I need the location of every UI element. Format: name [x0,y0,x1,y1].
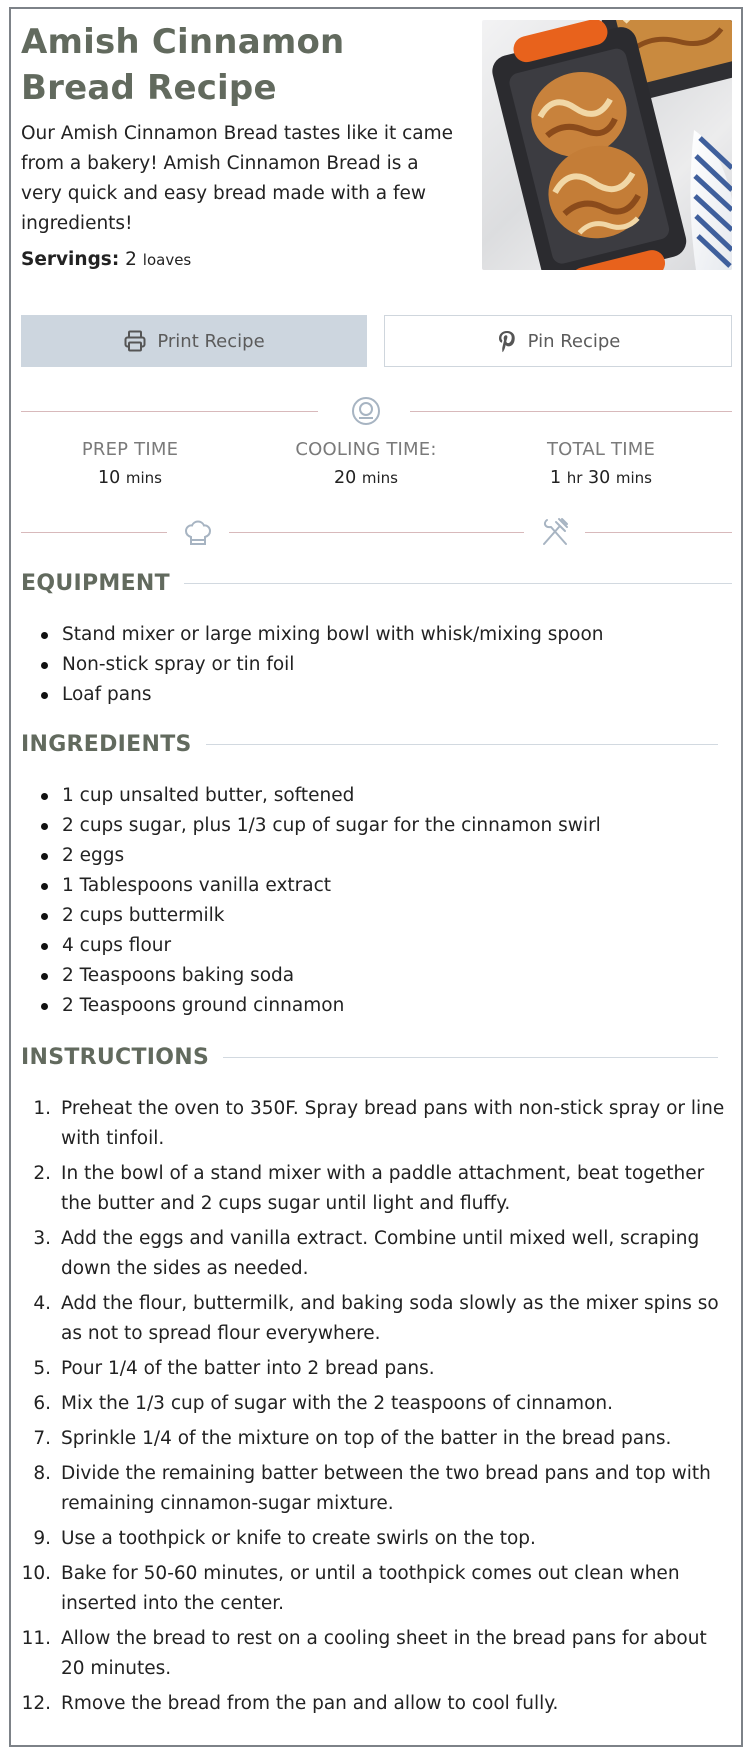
equipment-item: Non-stick spray or tin foil [52,650,732,680]
servings-label: Servings: [21,249,120,270]
equipment-list [52,620,732,710]
prep-time-label: PREP TIME [81,439,179,460]
prep-time [11,437,249,493]
instruction-step: 7. Sprinkle 1/4 of the mixture on top of the batter in the bread pans. [33,1428,672,1449]
instructions-heading: INSTRUCTIONS [21,1045,210,1070]
prep-time-minutes: 10 [98,468,121,488]
instruction-text: Rmove the bread from the pan and allow to cool fully. [61,1693,559,1714]
instruction-step: 11. Allow the bread to rest on a cooling sheet in the bread pans for about 20 minutes. [21,1628,707,1679]
cooling-time-unit: mins [361,469,398,487]
equipment-header [21,571,732,596]
timer-icon [350,395,382,427]
recipe-photo [482,20,732,270]
times-divider-bottom-mid [229,532,524,533]
prep-time-unit: mins [125,469,162,487]
cooling-time [249,437,483,493]
instruction-step: 4. Add the flour, buttermilk, and baking soda slowly as the mixer spins so as not to spread flour everywhere. [33,1293,719,1344]
instructions-rule [223,1057,718,1058]
recipe-times [11,437,741,493]
servings-value[interactable]: 2 [125,249,137,270]
total-time-value [483,463,719,493]
instruction-text: Add the eggs and vanilla extract. Combine until mixed well, scraping down the sides as needed. [61,1228,700,1279]
total-time-minutes: 30 [588,468,611,488]
chef-hat-icon [182,516,214,548]
instruction-step: 2. In the bowl of a stand mixer with a paddle attachment, beat together the butter and 2 cups sugar until light and fluffy. [33,1163,705,1214]
instruction-step: 12. Rmove the bread from the pan and allow to cool fully. [21,1693,559,1714]
cooling-time-value [249,463,483,493]
times-divider-top-right [410,411,732,412]
print-recipe-label: Print Recipe [157,330,265,352]
ingredient-item[interactable]: 2 Teaspoons baking soda [52,961,732,991]
cooling-time-label: COOLING TIME: [295,439,437,460]
instruction-step: 5. Pour 1/4 of the batter into 2 bread pans. [33,1358,435,1379]
recipe-card [9,7,743,1747]
times-divider-top-left [21,411,318,412]
instruction-text: Add the flour, buttermilk, and baking soda slowly as the mixer spins so as not to spread flour everywhere. [61,1293,719,1344]
instruction-text: Preheat the oven to 350F. Spray bread pans with non-stick spray or line with tinfoil. [61,1098,725,1149]
instruction-step: 3. Add the eggs and vanilla extract. Combine until mixed well, scraping down the sides as needed. [33,1228,700,1279]
pin-recipe-label: Pin Recipe [527,330,621,352]
loaf-pan-illustration [482,20,732,270]
instructions-list [21,1094,736,1724]
instruction-text: Sprinkle 1/4 of the mixture on top of the batter in the bread pans. [61,1428,672,1449]
total-time-minutes-unit: mins [615,469,652,487]
ingredients-heading: INGREDIENTS [21,732,192,757]
servings-unit: loaves [142,251,192,269]
equipment-heading: EQUIPMENT [21,571,170,596]
times-divider-bottom-right [585,532,732,533]
printer-icon [123,329,147,353]
instruction-text: Divide the remaining batter between the two bread pans and top with remaining cinnamon-sugar mixture. [61,1463,711,1514]
equipment-item: Loaf pans [52,680,732,710]
instruction-text: Mix the 1/3 cup of sugar with the 2 teaspoons of cinnamon. [61,1393,614,1414]
instruction-text: Bake for 50-60 minutes, or until a toothpick comes out clean when inserted into the center. [61,1563,680,1614]
ingredients-rule [206,744,718,745]
instruction-text: Use a toothpick or knife to create swirls on the top. [61,1528,536,1549]
prep-time-value [11,463,249,493]
recipe-servings [21,247,461,273]
ingredient-item[interactable]: 1 cup unsalted butter, softened [52,781,732,811]
cooling-time-minutes: 20 [334,468,357,488]
total-time-hours: 1 [550,468,562,488]
ingredient-item[interactable]: 2 Teaspoons ground cinnamon [52,991,732,1021]
instruction-text: Allow the bread to rest on a cooling sheet in the bread pans for about 20 minutes. [61,1628,707,1679]
total-time-label: TOTAL TIME [546,439,656,460]
ingredients-list [52,781,732,1021]
ingredient-item[interactable]: 1 Tablespoons vanilla extract [52,871,732,901]
recipe-header [21,19,461,273]
equipment-item: Stand mixer or large mixing bowl with whisk/mixing spoon [52,620,732,650]
ingredients-header [21,732,718,757]
instruction-step: 10. Bake for 50-60 minutes, or until a toothpick comes out clean when inserted into the center. [21,1563,680,1614]
times-divider-bottom-left [21,532,167,533]
recipe-summary: Our Amish Cinnamon Bread tastes like it came from a bakery! Amish Cinnamon Bread is a very quick and easy bread made with a few ingredients! [21,123,454,234]
ingredient-item[interactable]: 2 cups sugar, plus 1/3 cup of sugar for the cinnamon swirl [52,811,732,841]
print-recipe-button[interactable] [21,315,367,367]
instruction-step: 8. Divide the remaining batter between the two bread pans and top with remaining cinnamon-sugar mixture. [33,1463,711,1514]
pin-recipe-button[interactable] [384,315,732,367]
total-time-hours-unit: hr [566,469,583,487]
ingredient-item[interactable]: 4 cups flour [52,931,732,961]
pinterest-icon [496,329,518,353]
equipment-rule [184,583,732,584]
utensils-icon [539,516,571,548]
recipe-title: Amish Cinnamon Bread Recipe [21,22,345,108]
instruction-step: 6. Mix the 1/3 cup of sugar with the 2 teaspoons of cinnamon. [33,1393,614,1414]
ingredient-item[interactable]: 2 cups buttermilk [52,901,732,931]
instruction-step: 1. Preheat the oven to 350F. Spray bread pans with non-stick spray or line with tinfoil. [33,1098,725,1149]
total-time [483,437,719,493]
instructions-header [21,1045,718,1070]
instruction-step: 9. Use a toothpick or knife to create swirls on the top. [33,1528,536,1549]
instruction-text: Pour 1/4 of the batter into 2 bread pans. [61,1358,435,1379]
ingredient-item[interactable]: 2 eggs [52,841,732,871]
instruction-text: In the bowl of a stand mixer with a paddle attachment, beat together the butter and 2 cups sugar until light and fluffy. [61,1163,705,1214]
